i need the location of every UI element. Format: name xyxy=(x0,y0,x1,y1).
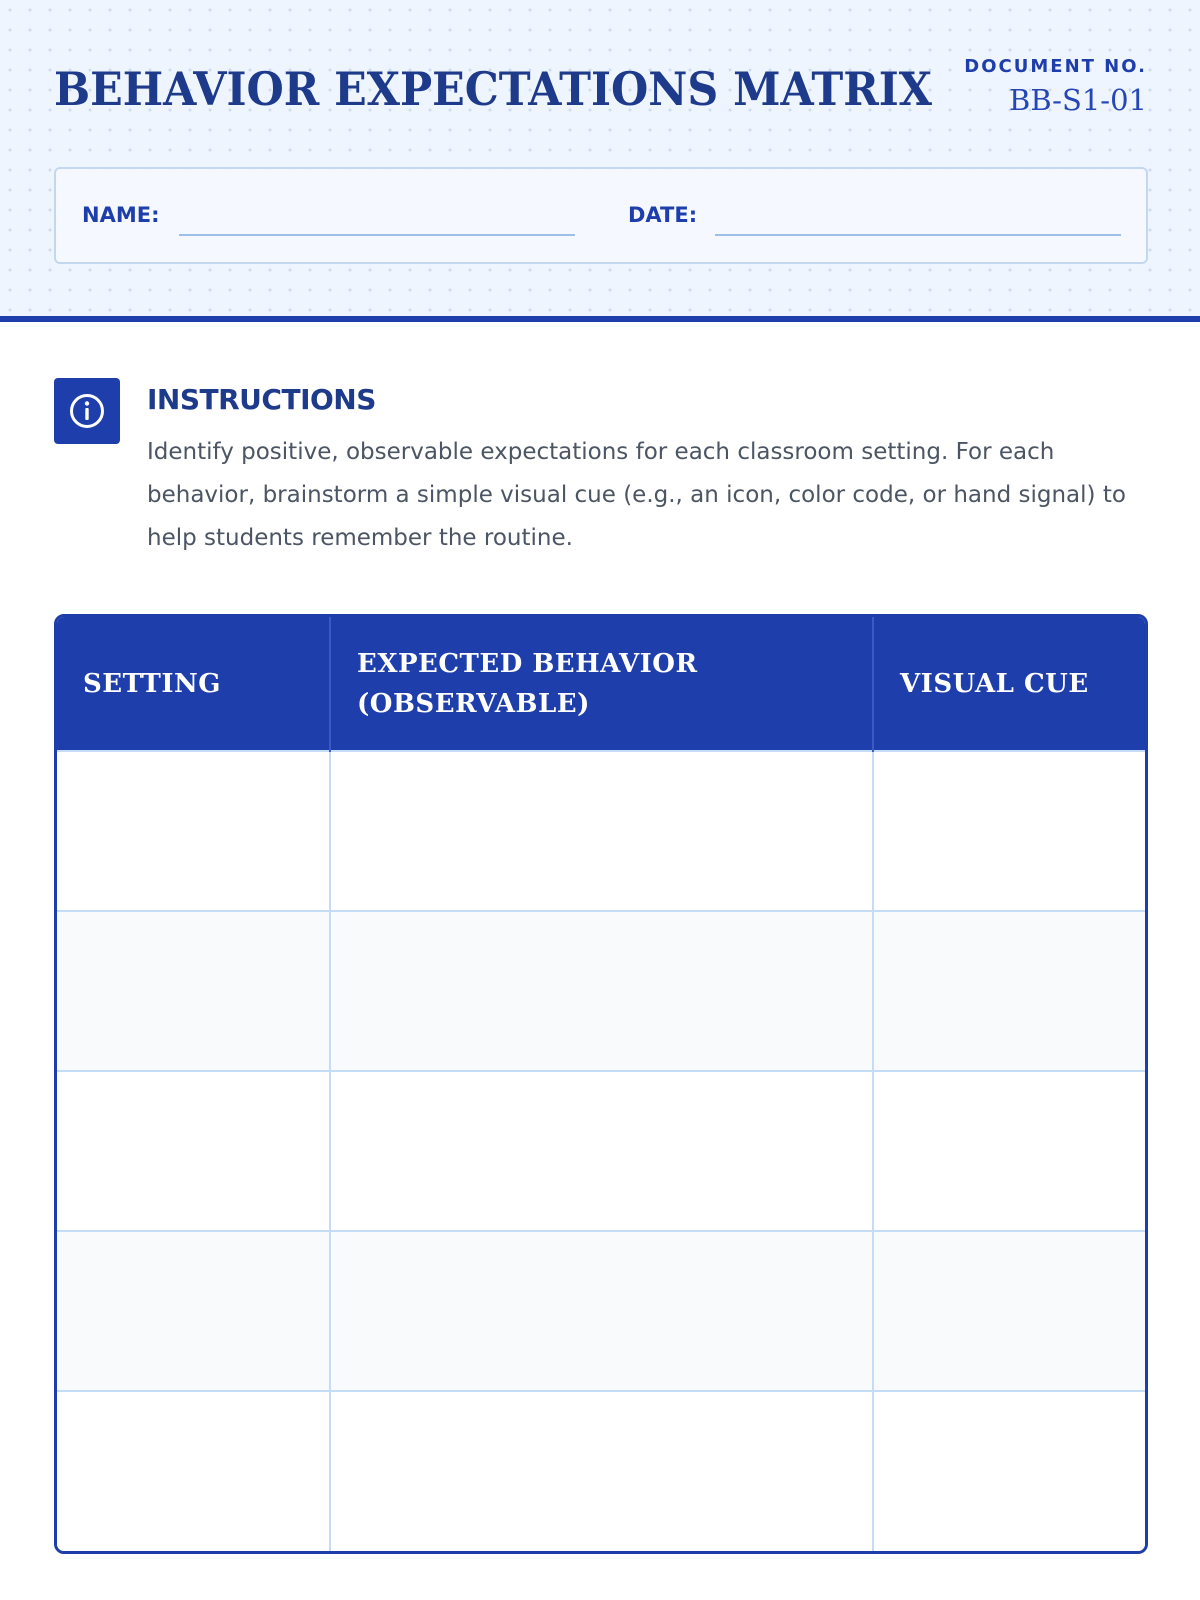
document-number-block xyxy=(964,56,1147,117)
student-info-fields xyxy=(54,167,1148,264)
table-row xyxy=(57,911,1148,1071)
visual-cue-cell[interactable] xyxy=(873,1071,1148,1231)
document-header xyxy=(0,0,1200,322)
visual-cue-cell[interactable] xyxy=(873,1231,1148,1391)
setting-cell[interactable] xyxy=(57,1391,330,1551)
visual-cue-cell[interactable] xyxy=(873,911,1148,1071)
document-number-value: BB-S1-01 xyxy=(1009,83,1147,117)
expected-behavior-cell[interactable] xyxy=(330,1071,873,1231)
expected-behavior-cell[interactable] xyxy=(330,911,873,1071)
info-icon xyxy=(54,378,120,444)
table-row xyxy=(57,1231,1148,1391)
table-row xyxy=(57,1391,1148,1551)
instructions-text: Identify positive, observable expectations for each classroom setting. For each behavior, brainstorm a simple visual cue (e.g., an icon, color code, or hand signal) to help students remember the routine. xyxy=(147,439,1126,551)
name-label: NAME: xyxy=(82,203,160,227)
date-field[interactable] xyxy=(715,234,1121,236)
instructions-title: INSTRUCTIONS xyxy=(147,383,376,416)
table-header-row xyxy=(57,617,1148,751)
column-header-expected-behavior: EXPECTED BEHAVIOR (OBSERVABLE) xyxy=(330,617,873,751)
expected-behavior-cell[interactable] xyxy=(330,751,873,911)
visual-cue-cell[interactable] xyxy=(873,751,1148,911)
expected-behavior-cell[interactable] xyxy=(330,1231,873,1391)
column-header-setting: SETTING xyxy=(57,617,330,751)
setting-cell[interactable] xyxy=(57,751,330,911)
document-number-label: DOCUMENT NO. xyxy=(964,56,1147,77)
behavior-matrix-table xyxy=(54,614,1148,1554)
setting-cell[interactable] xyxy=(57,1071,330,1231)
page-title: BEHAVIOR EXPECTATIONS MATRIX xyxy=(54,62,932,116)
table-row xyxy=(57,1071,1148,1231)
expected-behavior-cell[interactable] xyxy=(330,1391,873,1551)
name-field[interactable] xyxy=(179,234,575,236)
date-label: DATE: xyxy=(628,203,698,227)
column-header-visual-cue: VISUAL CUE xyxy=(873,617,1148,751)
visual-cue-cell[interactable] xyxy=(873,1391,1148,1551)
table-row xyxy=(57,751,1148,911)
setting-cell[interactable] xyxy=(57,1231,330,1391)
setting-cell[interactable] xyxy=(57,911,330,1071)
